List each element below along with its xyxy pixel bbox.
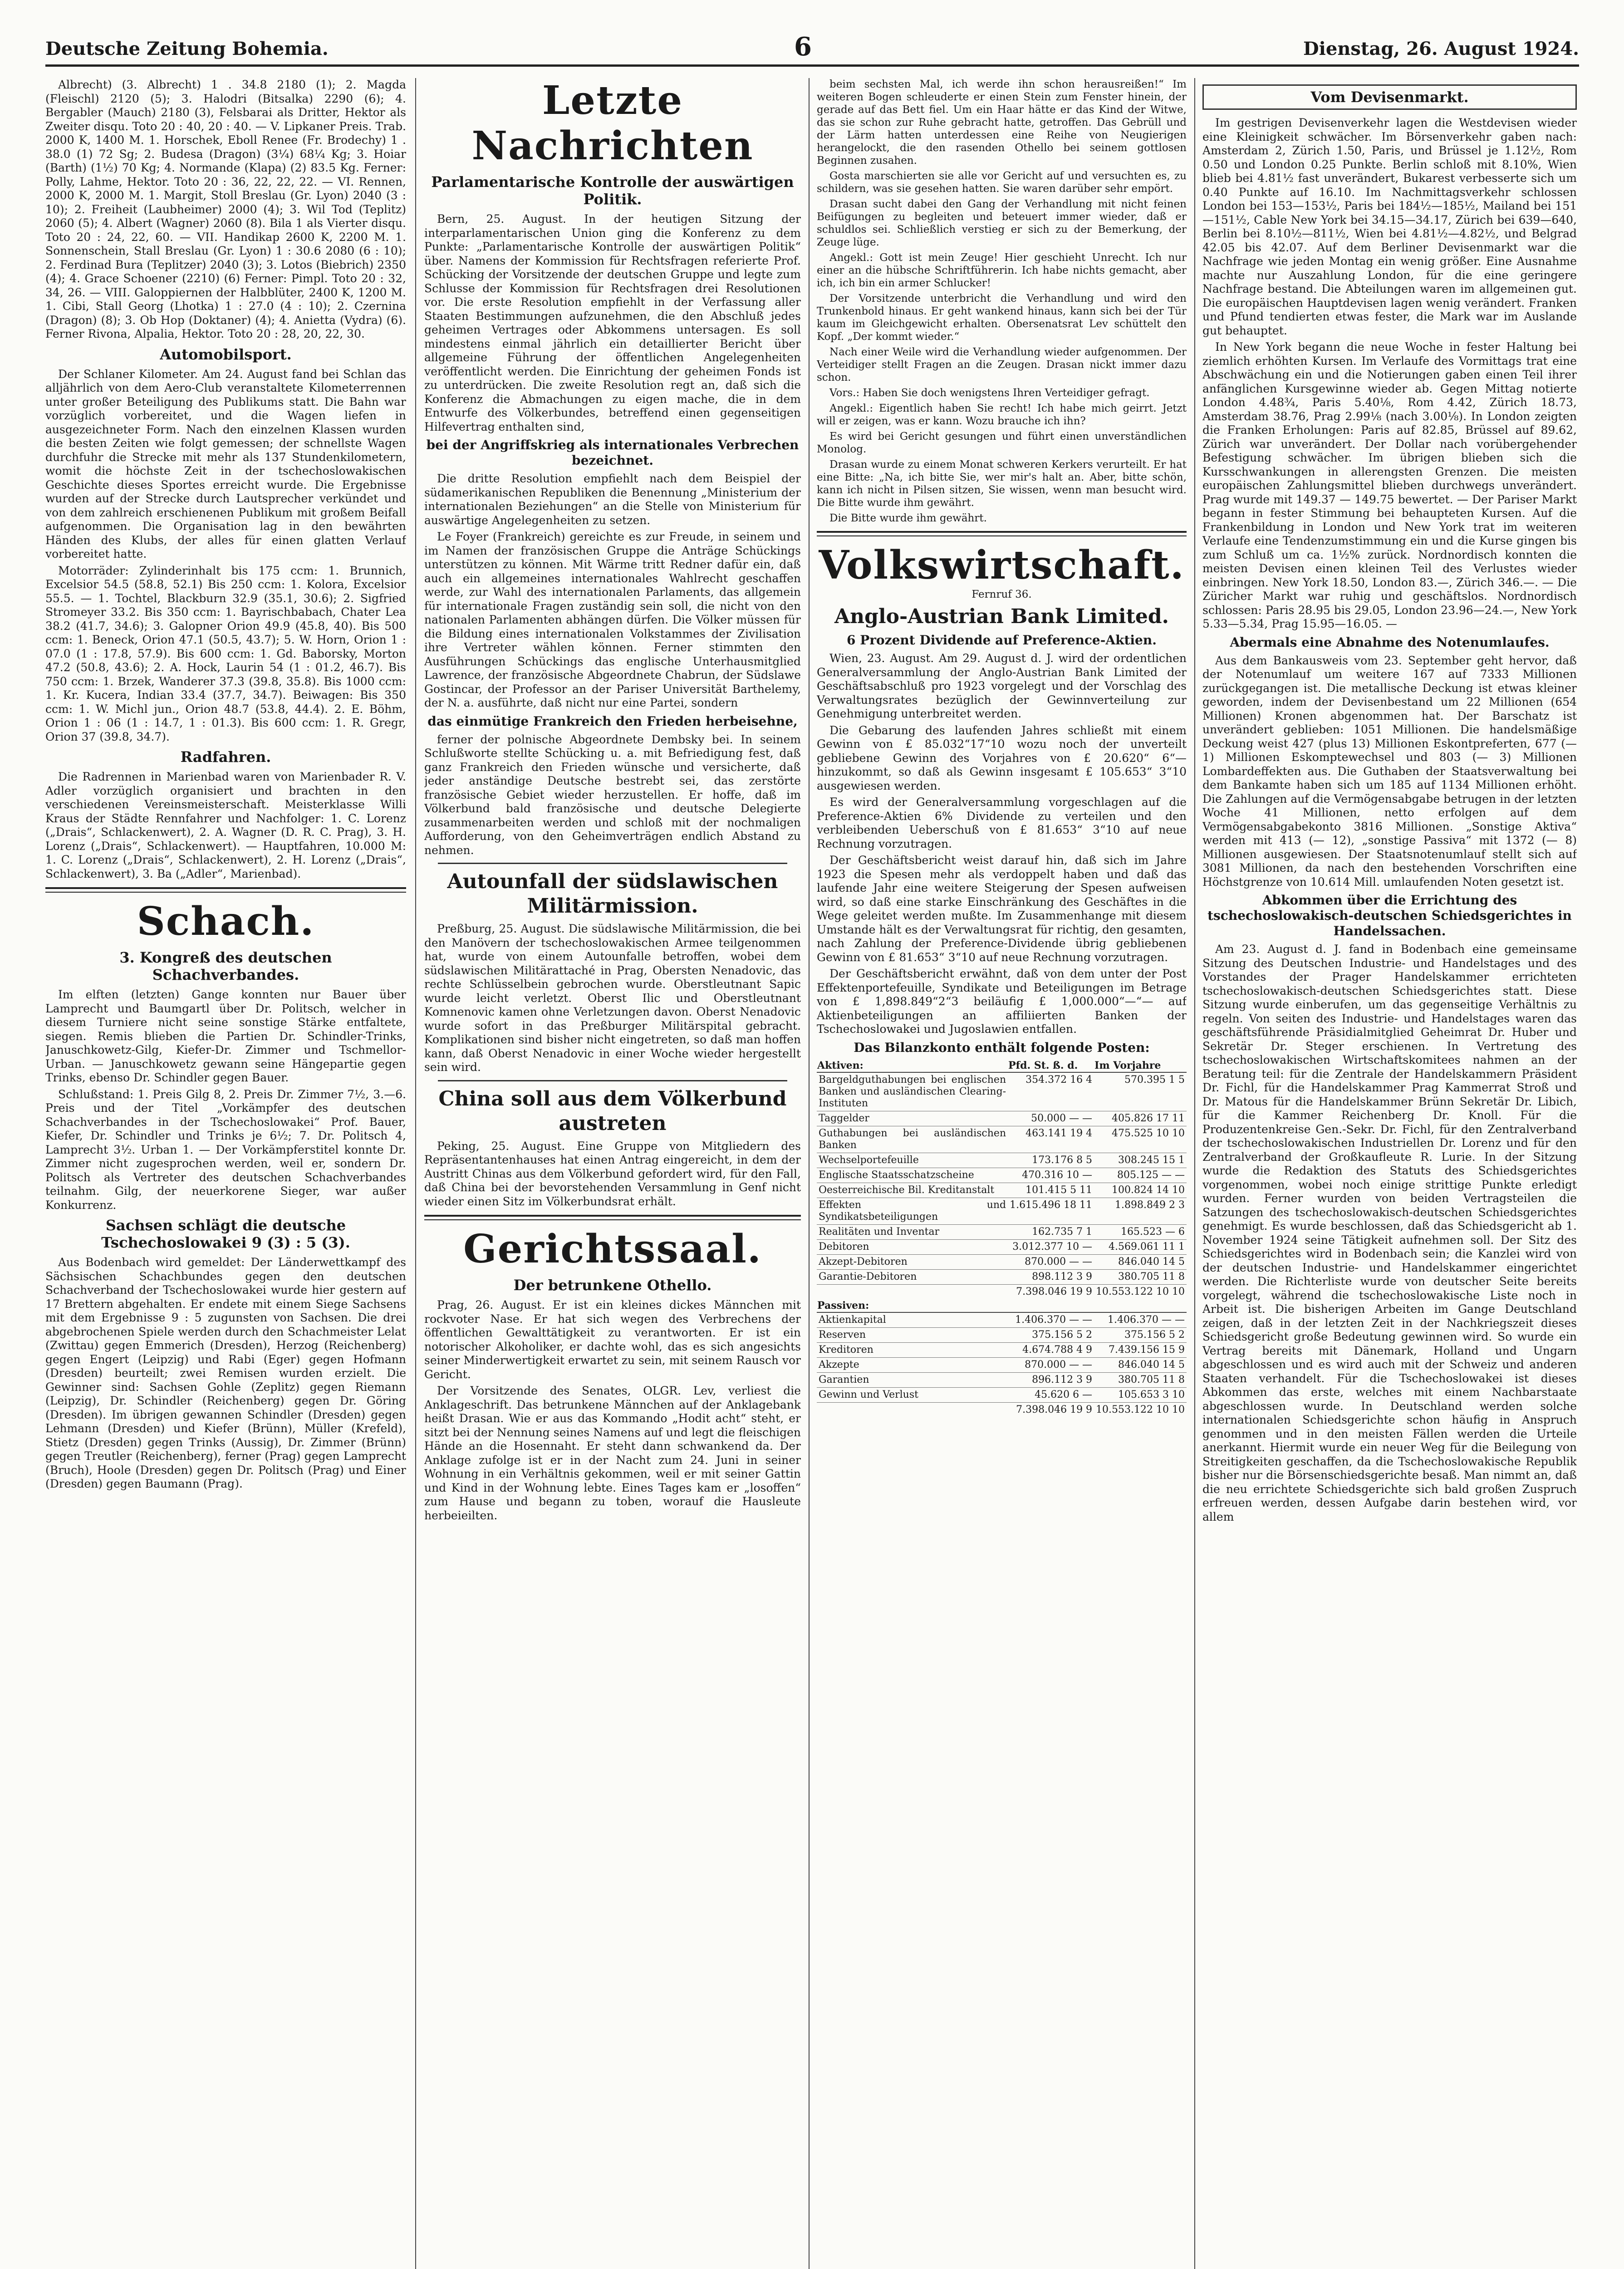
section-divider bbox=[45, 887, 406, 893]
table-row bbox=[817, 1254, 1187, 1269]
balance-table bbox=[817, 1059, 1187, 1417]
table-row bbox=[817, 1111, 1187, 1126]
table-header: Passiven: bbox=[817, 1299, 1187, 1312]
table-cell: 898.112 3 9 bbox=[1008, 1269, 1094, 1284]
table-cell: 10.553.122 10 10 bbox=[1094, 1402, 1187, 1417]
table-cell: Aktienkapital bbox=[817, 1312, 1008, 1328]
article-paragraph: Die Gebarung des laufenden Jahres schließt mit einem Gewinn von £ 85.032“17“10 wozu noch der unverteilt gebliebene Gewinn des Vorjahres von £ 20.620“ 6“— hinzukommt, so daß als Gewinn insgesamt £ 105.653“ 3“10 ausgewiesen werden. bbox=[817, 723, 1187, 792]
heading-anglo-austrian: Anglo-Austrian Bank Limited. bbox=[834, 605, 1169, 628]
table-cell: 375.156 5 2 bbox=[1008, 1327, 1094, 1342]
table-cell: Taggelder bbox=[817, 1111, 1008, 1126]
table-cell: Realitäten und Inventar bbox=[817, 1224, 1008, 1239]
article-paragraph: Bern, 25. August. In der heutigen Sitzung der interparlamentarischen Union ging die Konferenz zu dem Punkte: „Parlamentarische Kontrolle der auswärtigen Politik“ über. Namens der Kommission für Rechtsfragen referierte Prof. Schücking der Vorsitzende der deutschen Gruppe und legte zum Schlusse der Kommission für Rechtsfragen drei Resolutionen vor. Die erste Resolution empfiehlt in der Verfassung aller Staaten Bestimmungen aufzunehmen, die den Abschluß jedes geheimen Vertrages oder Abkommens untersagen. Es soll mindestens einmal jährlich ein detaillierter Bericht über allgemeine Führung der öffentlichen Angelegenheiten veröffentlicht werden. Die Einrichtung der geheimen Fonds ist zu unterdrücken. Die zweite Resolution regt an, daß sich die Konferenz die Abmachungen zu eigen mache, die in dem Entwurfe des Völkerbundes, betreffend einen gegenseitigen Hilfevertrag enthalten sind, bbox=[424, 212, 801, 433]
heading-sachsen: Sachsen schlägt die deutsche Tschechoslowakei 9 (3) : 5 (3). bbox=[101, 1217, 350, 1251]
table-row bbox=[817, 1342, 1187, 1357]
article-paragraph: Der Geschäftsbericht weist darauf hin, daß sich im Jahre 1923 die Spesen mehr als verdoppelt haben und daß das laufende Jahr eine weitere Steigerung der Spesen aufweisen wird, so daß eine starke Einschränkung des Geschäftes in die Wege geleitet werden mußte. Im Zusammenhange mit diesem Umstande hält es der Verwaltungsrat für richtig, den gesamten, nach Zahlung der Preference-Dividende übrig gebliebenen Gewinn von £ 81.653“ 3“10 auf neue Rechnung vorzutragen. bbox=[817, 854, 1187, 964]
page-number: 6 bbox=[794, 32, 812, 62]
heading-volkswirtschaft: Volkswirtschaft. bbox=[819, 542, 1185, 588]
article-paragraph: Der Geschäftsbericht erwähnt, daß von dem unter der Post Effektenportefeuille, Syndikate und Beteiligungen im Betrage von £ 1,898.849“2“3 beiläufig £ 1,000.000“—“— auf Aktienbeteiligungen an affiliierten Banken der Tschechoslowakei und Jugoslawien entfallen. bbox=[817, 967, 1187, 1036]
table-cell: Englische Staatsschatzscheine bbox=[817, 1168, 1008, 1183]
table-cell: 105.653 3 10 bbox=[1094, 1387, 1187, 1402]
table-cell: Wechselportefeuille bbox=[817, 1153, 1008, 1168]
article-paragraph: Aus Bodenbach wird gemeldet: Der Länderwettkampf des Sächsischen Schachbundes gegen den deutschen Schachverband der Tschechoslowakei wurde hier gestern auf 17 Brettern abgehalten. Er endete mit einem Siege Sachsens mit dem Ergebnisse 9 : 5 zugunsten von Sachsen. Die drei abgebrochenen Spiele werden durch den Schachmeister Lelat (Zwittau) gegen Emmerich (Dresden), Herzog (Reichenberg) gegen Engert (Leipzig) und Rabi (Eger) gegen Hofmann (Dresden) beurteilt; zwei Remisen wurden erzielt. Die Gewinner sind: Sachsen Gohle (Zeplitz) gegen Riemann (Leipzig), Dr. Schindler (Reichenberg) gegen Dr. Göring (Dresden). Im übrigen gewannen Schindler (Dresden) gegen Lehmann (Dresden) und Kiefer (Brünn), Müller (Krefeld), Stietz (Dresden) gegen Trinks (Aussig), Dr. Zimmer (Brünn) gegen Treutler (Reichenberg), ferner (Prag) gegen Lamprecht (Bruch), Hoole (Dresden) gegen Dr. Politsch (Prag) und Einer (Dresden) gegen Baumann (Prag). bbox=[45, 1256, 406, 1490]
table-cell: 308.245 15 1 bbox=[1094, 1153, 1187, 1168]
subheading-bilanz: Das Bilanzkonto enthält folgende Posten: bbox=[854, 1040, 1150, 1055]
table-header: Pfd. St. ß. d. bbox=[1008, 1059, 1094, 1072]
article-paragraph: Nach einer Weile wird die Verhandlung wieder aufgenommen. Der Verteidiger stellt Fragen an die Zeugen. Drasan nickt immer dazu schon. bbox=[817, 346, 1187, 383]
article-paragraph: Die dritte Resolution empfiehlt nach dem Beispiel der südamerikanischen Republiken die Benennung „Ministerium der internationalen Beziehungen“ an die Stelle von Ministerium für auswärtige Angelegenheiten zu setzen. bbox=[424, 472, 801, 527]
table-cell: Akzepte bbox=[817, 1357, 1008, 1372]
table-cell: 354.372 16 4 bbox=[1008, 1072, 1094, 1111]
article-paragraph: Der Schlaner Kilometer. Am 24. August fand bei Schlan das alljährlich von dem Aero-Club veranstaltete Kilometerrennen unter großer Beteiligung des Publikums statt. Die Bahn war vorzüglich vorbereitet, und die Wagen liefen in ausgezeichneter Form. Nach den einzelnen Klassen wurden die besten Zeiten wie folgt gemessen; der schnellste Wagen durchfuhr die Strecke mit mehr als 137 Stundenkilometern, womit die höchste Zeit in der tschechoslowakischen Geschichte dieses Sportes erreicht wurde. Die Ergebnisse wurden auf der Strecke durch Lautsprecher verkündet und von dem zahlreich erschienenen Publikum mit großem Beifall aufgenommen. Die Organisation lag in den bewährten Händen des Klubs, der alles für einen glatten Verlauf vorbereitet hatte. bbox=[45, 367, 406, 560]
article-paragraph: Schlußstand: 1. Preis Gilg 8, 2. Preis Dr. Zimmer 7½, 3.—6. Preis und der Titel „Vorkämpfer des deutschen Schachverbandes in der Tschechoslowakei“ Prof. Bauer, Kiefer, Dr. Schindler und Trinks je 6½; 7. Dr. Politsch 4, Lamprecht 3½. Urban 1. — Der Vorkämpferstitel konnte Dr. Zimmer nicht zugesprochen werden, weil er, sondern Dr. Politsch als Vertreter des deutschen Schachverbandes teilnahm. Gilg, der neuerkorene Sieger, war außer Konkurrenz. bbox=[45, 1087, 406, 1212]
table-cell: 10.553.122 10 10 bbox=[1094, 1284, 1187, 1299]
heading-notenumlauf: Abermals eine Abnahme des Notenumlaufes. bbox=[1230, 634, 1550, 650]
table-cell: 50.000 — — bbox=[1008, 1111, 1094, 1126]
table-cell: 405.826 17 11 bbox=[1094, 1111, 1187, 1126]
article-paragraph: Die Radrennen in Marienbad waren von Marienbader R. V. Adler vorzüglich organisiert und brachten in den verschiedenen Vereinsmeisterschaft. Meisterklasse Willi Kraus der Städte Rennfahrer und Nachfolger: 1. C. Lorenz („Drais“, Schlackenwert), 2. A. Wagner (D. R. C. Prag), 3. H. Lorenz („Drais“, Schlackenwert). — Hauptfahren, 10.000 M: 1. C. Lorenz („Drais“, Schlackenwert), 2. H. Lorenz („Drais“, Schlackenwert), 3. Ba („Adler“, Marienbad). bbox=[45, 770, 406, 880]
heading-radfahren: Radfahren. bbox=[180, 748, 271, 766]
table-cell: 475.525 10 10 bbox=[1094, 1126, 1187, 1153]
table-cell: Garantien bbox=[817, 1372, 1008, 1387]
table-row bbox=[817, 1153, 1187, 1168]
table-cell: 7.439.156 15 9 bbox=[1094, 1342, 1187, 1357]
masthead bbox=[45, 32, 1579, 67]
article-paragraph: beim sechsten Mal, ich werde ihn schon herausreißen!“ Im weiteren Bogen schleuderte er einen Stein zum Fenster hinein, der gerade auf das Bett fiel. Um ein Haar hätte er das Kind der Witwe, das sie schon zur Ruhe gebracht hatte, getroffen. Das Gebrüll und der Lärm hatten unterdessen eine Reihe von Neugierigen herangelockt, die den rasenden Othello bei seinem gottlosen Beginnen zusahen. bbox=[817, 79, 1187, 167]
article-paragraph: Im gestrigen Devisenverkehr lagen die Westdevisen wieder eine Kleinigkeit schwächer. Im Börsenverkehr gaben nach: Amsterdam 2, Zürich 1.50, Paris, und Brüssel je 1.12½, Rom 0.50 und London 0.25 Punkte. Berlin schloß mit 8.10%, Wien blieb bei 4.81½ fast unverändert, Bukarest verbesserte sich um 0.40 Punkte auf 16.10. Im Nachmittagsverkehr schlossen London bei 153—153½, Paris bei 184½—185½, Mailand bei 151—151½, Cable New York bei 34.15—34.17, Zürich bei 639—640, Berlin bei 8.10½—811½, Wien bei 4.81½—4.82½, und Belgrad 42.05 bis 42.07. Auf dem Berliner Devisenmarkt war die Nachfrage wie jeden Montag ein wenig größer. Eine Ausnahme machte nur Auszahlung London, für die eine geringere Nachfrage bestand. Die Abteilungen waren im allgemeinen gut. Die europäischen Hauptdevisen lagen wenig verändert. Franken und Pfund tendierten etwas fester, die Mark war im Auslande gut behauptet. bbox=[1202, 116, 1577, 337]
article-paragraph: Gosta marschierten sie alle vor Gericht auf und versuchten es, zu schildern, was sie gesehen hatten. Sie waren darüber sehr empört. bbox=[817, 170, 1187, 195]
table-cell: 101.415 5 11 bbox=[1008, 1183, 1094, 1198]
heading-kongress: 3. Kongreß des deutschen Schachverbandes. bbox=[119, 949, 332, 983]
table-cell: 375.156 5 2 bbox=[1094, 1327, 1187, 1342]
article-paragraph: Wien, 23. August. Am 29. August d. J. wird der ordentlichen Generalversammlung der Anglo-Austrian Bank Limited der Geschäftsabschluß pro 1923 vorgelegt und der Vorschlag des Verwaltungsrates bezüglich der Gewinnverteilung zur Genehmigung unterbreitet werden. bbox=[817, 652, 1187, 720]
table-row bbox=[817, 1126, 1187, 1153]
table-cell: 4.569.061 11 1 bbox=[1094, 1239, 1187, 1254]
table-header: Aktiven: bbox=[817, 1059, 1008, 1072]
table-cell: Kreditoren bbox=[817, 1342, 1008, 1357]
table-row bbox=[817, 1072, 1187, 1111]
table-cell: 846.040 14 5 bbox=[1094, 1357, 1187, 1372]
article-paragraph: Prag, 26. August. Er ist ein kleines dickes Männchen mit rockvoter Nase. Er hat sich wegen des Verbrechens der öffentlichen Gewalttätigkeit zu verantworten. Er ist ein notorischer Alkoholiker, er dachte wohl, das es sich angesichts seiner Minderwertigkeit erwartet zu sein, mit seinem Rausch vor Gericht. bbox=[424, 1298, 801, 1381]
table-cell: 896.112 3 9 bbox=[1008, 1372, 1094, 1387]
table-cell bbox=[817, 1402, 1008, 1417]
subheading-dividende: 6 Prozent Dividende auf Preference-Aktien. bbox=[847, 633, 1157, 648]
article-paragraph: Le Foyer (Frankreich) gereichte es zur Freude, in seinem und im Namen der französischen Gruppe die Anträge Schückings unterstützen zu können. Mit Wärme tritt Redner dafür ein, daß auch ein allgemeines internationales Wahlrecht geschaffen werde, zur Wahl des internationalen Parlaments, das allgemein für internationale Fragen zuständig sein soll, die nicht von den nationalen Parlamenten abhängen dürfen. Die Völker müssen für die Bildung eines internationalen Volkstammes der Zivilisation ihre Vertreter wählen können. Ferner stimmten den Ausführungen Schückings das englische Unterhausmitglied Lawrence, der französische Abgeordnete Chabrun, der Südslawe Gostincar, der Professor an der Pariser Universität Barthelemy, der N. a. ausführte, daß nicht nur eine Partei, sondern bbox=[424, 530, 801, 709]
table-cell: Effekten und Syndikatsbeteiligungen bbox=[817, 1198, 1008, 1224]
table-cell: 380.705 11 8 bbox=[1094, 1372, 1187, 1387]
heading-china: China soll aus dem Völkerbund austreten bbox=[438, 1087, 787, 1135]
table-row bbox=[817, 1372, 1187, 1387]
article-paragraph: Peking, 25. August. Eine Gruppe von Mitgliedern des Repräsentantenhauses hat einen Antrag eingereicht, in dem der Austritt Chinas aus dem Völkerbund gefordert wird, für den Fall, daß China bei der bevorstehenden Versammlung in Genf nicht wieder einen Sitz im Völkerbundsrat erhält. bbox=[424, 1139, 801, 1208]
newspaper-name: Deutsche Zeitung Bohemia. bbox=[45, 38, 329, 59]
heading-parlamentarische-kontrolle: Parlamentarische Kontrolle der auswärtigen Politik. bbox=[431, 173, 794, 208]
heading-autounfall: Autounfall der südslawischen Militärmission. bbox=[447, 870, 778, 918]
column-rule bbox=[415, 78, 416, 2269]
heading-othello: Der betrunkene Othello. bbox=[513, 1277, 712, 1294]
fernruf-line: Fernruf 36. bbox=[971, 589, 1032, 600]
column-2 bbox=[424, 78, 801, 2269]
table-row bbox=[817, 1387, 1187, 1402]
column-rule bbox=[809, 78, 810, 2269]
table-cell: 380.705 11 8 bbox=[1094, 1269, 1187, 1284]
table-row bbox=[817, 1168, 1187, 1183]
table-cell: 4.674.788 4 9 bbox=[1008, 1342, 1094, 1357]
table-cell: 1.406.370 — — bbox=[1008, 1312, 1094, 1328]
table-header-row bbox=[817, 1299, 1187, 1312]
article-paragraph: Der Vorsitzende des Senates, OLGR. Lev, verliest die Anklageschrift. Das betrunkene Männchen auf der Anklagebank heißt Drasan. Wie er aus das Kommando „Hodit acht“ steht, er sitzt bei der Nennung seines Namens auf und legt die fleischigen Hände an die Hosennaht. Er steht dann schwankend da. Der Anklage zufolge ist er in der Nacht zum 24. Juni in seiner Wohnung in ein Verhältnis gekommen, weil er mit seiner Gattin und Kind in der Wohnung lebte. Eines Tages kam er „losoffen“ zum Hause und begann zu toben, worauf die Hausleute herbeieilten. bbox=[424, 1384, 801, 1522]
table-row bbox=[817, 1198, 1187, 1224]
heading-letzte-nachrichten: Letzte Nachrichten bbox=[471, 78, 754, 169]
column-1 bbox=[45, 78, 406, 2269]
article-paragraph: Motorräder: Zylinderinhalt bis 175 ccm: 1. Brunnich, Excelsior 54.5 (58.8, 52.1) Bis 250 ccm: 1. Kolora, Excelsior 55.5. — 1. Tochtel, Blackburn 32.9 (35.1, 30.6); 2. Sigfried Stromeyer 33.2. Bis 350 ccm: 1. Bayrischbabach, Chater Lea 38.2 (41.7, 34.6); 3. Galopner Orion 49.9 (45.8, 40). Bis 500 ccm: 1. Beneck, Orion 47.1 (50.5, 43.7); 5. W. Horn, Orion 1 : 07.0 (1 : 17.8, 57.9). Bis 600 ccm: 1. Gd. Baborsky, Morton 47.2 (50.8, 43.6); 2. A. Hock, Laurin 54 (1 : 01.2, 46.7). Bis 750 ccm: 1. Brzek, Wanderer 37.3 (39.8, 35.8). Bis 1000 ccm: 1. Kr. Kucera, Indian 33.4 (37.7, 34.7). Beiwagen: Bis 350 ccm: 1. W. Michl jun., Orion 48.7 (53.8, 44.4). 2. E. Böhm, Orion 1 : 06 (1 : 14.7, 1 : 01.3). Bis 600 ccm: 1. R. Gregr, Orion 37 (39.8, 34.7). bbox=[45, 564, 406, 743]
table-cell: 870.000 — — bbox=[1008, 1357, 1094, 1372]
article-paragraph: Vors.: Haben Sie doch wenigstens Ihren Verteidiger gefragt. bbox=[829, 387, 1150, 399]
article-paragraph: Drasan sucht dabei den Gang der Verhandlung mit nicht feinen Beifügungen zu begleiten und beteuert immer wieder, daß er schuldlos sei. Schließlich verstieg er sich zu der Bemerkung, der Zeuge lüge. bbox=[817, 198, 1187, 248]
table-cell: 3.012.377 10 — bbox=[1008, 1239, 1094, 1254]
subheading: bei der Angriffskrieg als internationales Verbrechen bezeichnet. bbox=[426, 437, 799, 468]
table-cell: 870.000 — — bbox=[1008, 1254, 1094, 1269]
article-paragraph: Angekl.: Gott ist mein Zeuge! Hier geschieht Unrecht. Ich nur einer an die hübsche Schriftführerin. Ich habe nichts gemacht, aber ich, ich bin ein armer Schlucker! bbox=[817, 252, 1187, 289]
sport-results: Albrecht) (3. Albrecht) 1 . 34.8 2180 (1); 2. Magda (Fleischl) 2120 (5); 3. Halodri (Bitsalka) 2290 (6); 4. Bergabler (Mauch) 2180 (3), Felsbarai als Dritter, Hektor als Zweiter disqu. Toto 20 : 40, 20 : 40. — V. Lipkaner Preis. Trab. 2000 K, 1400 M. 1. Horschek, Eboll Renee (Fr. Brodechy) 1 . 38.0 (1) 72 Sg; 2. Budesa (Dragon) (3¼) 68¼ Kg; 3. Hoiar (Barth) (1½) 70 Kg; 4. Normande (Klapa) (2) 83.5 Kg. Ferner: Polly, Lahme, Hektor. Toto 20 : 36, 22, 22, 22. — VI. Rennen, 2000 K, 2000 M. 1. Margit, Stoll Breslau (Gr. Lyon) 2040 (3 : 10); 2. Freiheit (Laubheimer) 2000 (4); 3. Wil Tod (Teplitz) 2060 (5); 4. Albert (Wagner) 2060 (8). Bila 1 als Vierter disqu. Toto 20 : 24, 22, 60. — VII. Handikap 2600 K, 2200 M. 1. Sonnenschein, Stall Breslau (Gr. Lyon) 1 : 30.6 2080 (6 : 10); 2. Ferdinad Bura (Teplitzer) 2040 (3); 3. Lotos (Biebrich) 2350 (4); 4. Grace Schoener (2210) (6) Ferner: Pimpl. Toto 20 : 32, 34, 26. — VIII. Galoppiernen der Halbblüter, 2400 K, 1200 M. 1. Cibi, Stall Georg (Lhotka) 1 : 27.0 (4 : 10); 2. Czernina (Dragon) (8); 3. Ob Hop (Doktaner) (4); 4. Anietta (Vydra) (6). Ferner Rivona, Alpalia, Hektor. Toto 20 : 28, 20, 22, 30. bbox=[45, 78, 406, 340]
column-rule bbox=[1194, 78, 1195, 2269]
article-paragraph: Der Vorsitzende unterbricht die Verhandlung und wird den Trunkenbold hinaus. Er geht wankend hinaus, kann sich bei der Tür kaum im Gleichgewicht erhalten. Obersenatsrat Lev schüttelt den Kopf. „Der kommt wieder.“ bbox=[817, 293, 1187, 343]
table-header-row bbox=[817, 1059, 1187, 1072]
article-paragraph: In New York begann die neue Woche in fester Haltung bei ziemlich erhöhten Kursen. Im Verlaufe des Vormittags trat eine Abschwächung ein und die Notierungen gaben einen Teil ihrer anfänglichen Kursgewinne wieder ab. Gegen Mittag notierte London 4.48¾, Paris 5.40⅛, Rom 4.42, Zürich 18.73, Amsterdam 38.76, Prag 2.99⅛ (nach 3.00⅛). In London zeigten die Franken Erholungen: Paris auf 82.85, Brüssel auf 89.62, Zürich war unverändert. Der Dollar nach vorübergehender Befestigung schwächer. Im übrigen blieben sich die Kursschwankungen in allerengsten Grenzen. Die meisten europäischen Zahlungsmittel blieben durchwegs unverändert. Prag wurde mit 149.37 — 149.75 bewertet. — Der Pariser Markt begann in fester Stimmung bei behaupteten Kursen. Auf die Frankenbildung in London und New York trat im weiteren Verlaufe eine Tendenzumstimmung ein und die Kurse gingen bis zum Schluß um ca. 1½% zurück. Nordnordisch konnten die meisten Devisen einen kleinen Teil des Verlustes wieder einbringen. New York 18.50, London 83.—, Zürich 346.—. — Die Züricher Markt war ruhig und geschäftslos. Nordnordisch schlossen: Paris 28.95 bis 29.05, London 23.96—24.—, New York 5.33—5.34, Prag 15.95—16.05. — bbox=[1202, 340, 1577, 630]
section-divider bbox=[817, 531, 1187, 536]
table-row bbox=[817, 1183, 1187, 1198]
table-cell: 173.176 8 5 bbox=[1008, 1153, 1094, 1168]
table-row bbox=[817, 1284, 1187, 1299]
table-row bbox=[817, 1402, 1187, 1417]
table-cell: 165.523 — 6 bbox=[1094, 1224, 1187, 1239]
table-cell: Reserven bbox=[817, 1327, 1008, 1342]
table-cell: Garantie-Debitoren bbox=[817, 1269, 1008, 1284]
heading-schiedsgericht: Abkommen über die Errichtung des tschechoslowakisch-deutschen Schiedsgerichtes in Handelssachen. bbox=[1207, 893, 1572, 938]
column-4 bbox=[1202, 78, 1577, 2269]
table-cell: 45.620 6 — bbox=[1008, 1387, 1094, 1402]
table-cell: Gewinn und Verlust bbox=[817, 1387, 1008, 1402]
table-cell: 570.395 1 5 bbox=[1094, 1072, 1187, 1111]
table-row bbox=[817, 1312, 1187, 1328]
table-cell: Guthabungen bei ausländischen Banken bbox=[817, 1126, 1008, 1153]
table-cell: 100.824 14 10 bbox=[1094, 1183, 1187, 1198]
divider bbox=[438, 1080, 787, 1081]
table-cell: 1.898.849 2 3 bbox=[1094, 1198, 1187, 1224]
table-cell: 1.615.496 18 11 bbox=[1008, 1198, 1094, 1224]
table-row bbox=[817, 1224, 1187, 1239]
heading-devisenmarkt: Vom Devisenmarkt. bbox=[1202, 84, 1577, 110]
article-paragraph: Drasan wurde zu einem Monat schweren Kerkers verurteilt. Er hat eine Bitte: „Na, ich bitte Sie, wer mir's halt an. Aber, bitte schön, kann ich nicht in Pilsen sitzen, Sie wissen, wenn man besucht wird. Die Bitte wurde ihm gewährt. bbox=[817, 459, 1187, 509]
table-cell bbox=[817, 1284, 1008, 1299]
heading-automobilsport: Automobilsport. bbox=[160, 345, 292, 363]
table-row bbox=[817, 1327, 1187, 1342]
table-row bbox=[817, 1357, 1187, 1372]
table-cell: 1.406.370 — — bbox=[1094, 1312, 1187, 1328]
table-header: Im Vorjahre bbox=[1094, 1059, 1187, 1072]
table-cell: 162.735 7 1 bbox=[1008, 1224, 1094, 1239]
article-paragraph: ferner der polnische Abgeordnete Dembsky bei. In seinem Schlußworte stellte Schücking u. a. mit Befriedigung fest, daß ganz Frankreich den Frieden wünsche und versicherte, daß jeder anständige Deutsche bestrebt sei, das zerstörte französische Gebiet wieder herzustellen. Er hoffe, daß im Völkerbund bald französische und deutsche Delegierte zusammenarbeiten werden und schloß mit der nochmaligen Aufforderung, von den Geheimverträgen endlich Abstand zu nehmen. bbox=[424, 732, 801, 857]
issue-date: Dienstag, 26. August 1924. bbox=[1303, 38, 1579, 59]
article-paragraph: Im elften (letzten) Gange konnten nur Bauer über Lamprecht und Baumgartl über Dr. Politsch, welcher in diesem Turniere nicht seine sonstige Stärke entfaltete, siegen. Remis blieben die Partien Dr. Schindler-Trinks, Januschkowetz-Gilg, Kiefer-Dr. Zimmer und Tschmellor-Urban. — Januschkowetz gewann seine Hängepartie gegen Trinks, ebenso Dr. Schindler gegen Bauer. bbox=[45, 988, 406, 1084]
table-cell: 7.398.046 19 9 bbox=[1008, 1402, 1094, 1417]
section-divider bbox=[424, 1215, 801, 1220]
article-paragraph: Es wird der Generalversammlung vorgeschlagen auf die Preference-Aktien 6% Dividende zu verteilen und den verbleibenden Ueberschuß von £ 81.653“ 3“10 auf neue Rechnung vorzutragen. bbox=[817, 796, 1187, 850]
heading-schach: Schach. bbox=[137, 899, 315, 944]
article-paragraph: Es wird bei Gericht gesungen und führt einen unverständlichen Monolog. bbox=[817, 431, 1187, 455]
table-cell: Akzept-Debitoren bbox=[817, 1254, 1008, 1269]
table-cell: Bargeldguthabungen bei englischen Banken und ausländischen Clearing-Instituten bbox=[817, 1072, 1008, 1111]
column-3 bbox=[817, 78, 1187, 2269]
table-row bbox=[817, 1269, 1187, 1284]
table-cell: 463.141 19 4 bbox=[1008, 1126, 1094, 1153]
article-paragraph: Preßburg, 25. August. Die südslawische Militärmission, die bei den Manövern der tschechoslowakischen Armee teilgenommen hat, wurde von einem Autounfalle betroffen, wobei dem südslawischen Militärattaché in Prag, Obersten Nenadovic, das rechte Schlüsselbein gebrochen wurde. Oberstleutnant Sapic wurde leicht verletzt. Oberst Ilic und Oberstleutnant Komnenovic kamen ohne Verletzungen davon. Oberst Nenadovic wurde sofort in das Preßburger Militärspital gebracht. Komplikationen sind bisher nicht eingetreten, so daß man hoffen kann, daß Oberst Nenadovic in einer Woche wieder hergestellt sein wird. bbox=[424, 922, 801, 1074]
article-paragraph: Aus dem Bankausweis vom 23. September geht hervor, daß der Notenumlauf um weitere 167 auf 7333 Millionen zurückgegangen ist. Die metallische Deckung ist etwas kleiner geworden, indem der Devisenbestand um 22 Millionen (654 Millionen) Kronen abgenommen hat. Der Barschatz ist unverändert geblieben: 1051 Millionen. Die handelsmäßige Deckung weist 427 (plus 13) Millionen Eskontpreferten, 677 (— 1) Millionen Eskomptewechsel und 803 (— 3) Millionen Lombardeffekten aus. Die Guthaben der Staatsverwaltung bei dem Bankamte haben sich um 185 auf 1134 Millionen erhöht. Die Zahlungen auf die Vermögensabgabe betrugen in der letzten Woche 41 Millionen, netto erfolgen auf dem Vermögensabgabekonto 3816 Millionen. „Sonstige Aktiva“ werden mit 413 (— 12), „sonstige Passiva“ mit 1372 (— 8) Millionen ausgewiesen. Der Staatsnotenumlauf stellt sich auf 3081 Millionen, da nach den bestehenden Vorschriften eine Höchstgrenze von 10.614 Mill. umlaufenden Noten gesetzt ist. bbox=[1202, 653, 1577, 889]
article-paragraph: Die Bitte wurde ihm gewährt. bbox=[829, 512, 987, 524]
table-cell: 805.125 — — bbox=[1094, 1168, 1187, 1183]
table-cell: 7.398.046 19 9 bbox=[1008, 1284, 1094, 1299]
subheading: das einmütige Frankreich den Frieden herbeisehne, bbox=[427, 713, 798, 729]
table-cell: Debitoren bbox=[817, 1239, 1008, 1254]
article-paragraph: Am 23. August d. J. fand in Bodenbach eine gemeinsame Sitzung des Deutschen Industrie- und Handelstages und des Vorstandes der Prager Handelskammer errichteten tschechoslowakisch-deutschen Schiedsgerichtes statt. Diese Sitzung wurde einberufen, um das gegenseitige Verhältnis zu regeln. Von seiten des Industrie- und Handelstages waren das geschäftsführende Präsidialmitglied Geheimrat Dr. Huber und Sekretär Dr. Steger erschienen. In Vertretung des tschechoslowakischen Wirtschaftskomitees nahmen an der Beratung teil: für die Zentrale der Handelskammern Präsident Dr. Fichl, für die Handelskammer Prag Kammerrat Stroß und Dr. Matous für die Handelskammer Brünn Sekretär Dr. Libich, für die Kammer Reichenberg Dr. Knoll. Für die Produzentenkreise Gen.-Sekr. Dr. Fichl, für den Zentralverband der tschechoslowakischen Industriellen Dr. Lorenz und für den Zentralverband der Großkaufleute R. Lurie. In der Sitzung wurde die Redaktion des Statuts des Schiedsgerichtes vorgenommen, wobei noch einige strittige Punkte erledigt wurden. Ferner wurden von beiden Vertragsteilen die Satzungen des tschechoslowakisch-deutschen Schiedsgerichtes genehmigt. Es wurde beschlossen, daß das Schiedsgericht ab 1. November 1924 seine Tätigkeit aufnehmen soll. Der Sitz des Schiedsgerichtes wird in Bodenbach sein; die Kanzlei wird von der deutschen Industrie- und Handelskammer eingerichtet werden. Die Richterliste wurde von deutscher Seite bereits vorgelegt, während die tschechoslowakische Liste noch in Arbeit ist. Die bisherigen Arbeiten im Gange Deutschland zeigen, daß in der letzten Zeit in der Nachkriegszeit dieses Schiedsgericht große Bedeutung gewinnen wird. So wurde ein Vertrag bereits mit Dänemark, Holland und Ungarn abgeschlossen und es wird auch mit der Schweiz und anderen Staaten verhandelt. Für die Tschechoslowakei ist dieses Abkommen das erste, welches mit einem Nachbarstaate abgeschlossen wurde. In Deutschland werden solche internationalen Schiedsgerichte schon häufig in Anspruch genommen und in den meisten Fällen werden die Urteile anerkannt. Hiermit wurde ein neuer Weg für die Beilegung von Streitigkeiten geschaffen, da die Tschechoslowakische Republik bisher nur die Börsenschiedsgerichte besaß. Man nimmt an, daß die neu errichtete Schiedsgerichte sich bald großen Zuspruch erfreuen werden, dessen Aufgabe darin bestehen wird, vor allem bbox=[1202, 943, 1577, 1523]
table-cell: 470.316 10 — bbox=[1008, 1168, 1094, 1183]
article-paragraph: Angekl.: Eigentlich haben Sie recht! Ich habe mich geirrt. Jetzt will er zeigen, was er kann. Wozu brauche ich ihn? bbox=[817, 403, 1187, 427]
table-cell: Oesterreichische Bil. Kreditanstalt bbox=[817, 1183, 1008, 1198]
table-row bbox=[817, 1239, 1187, 1254]
heading-gerichtssaal: Gerichtssaal. bbox=[463, 1226, 762, 1272]
table-cell: 846.040 14 5 bbox=[1094, 1254, 1187, 1269]
divider bbox=[438, 863, 787, 864]
